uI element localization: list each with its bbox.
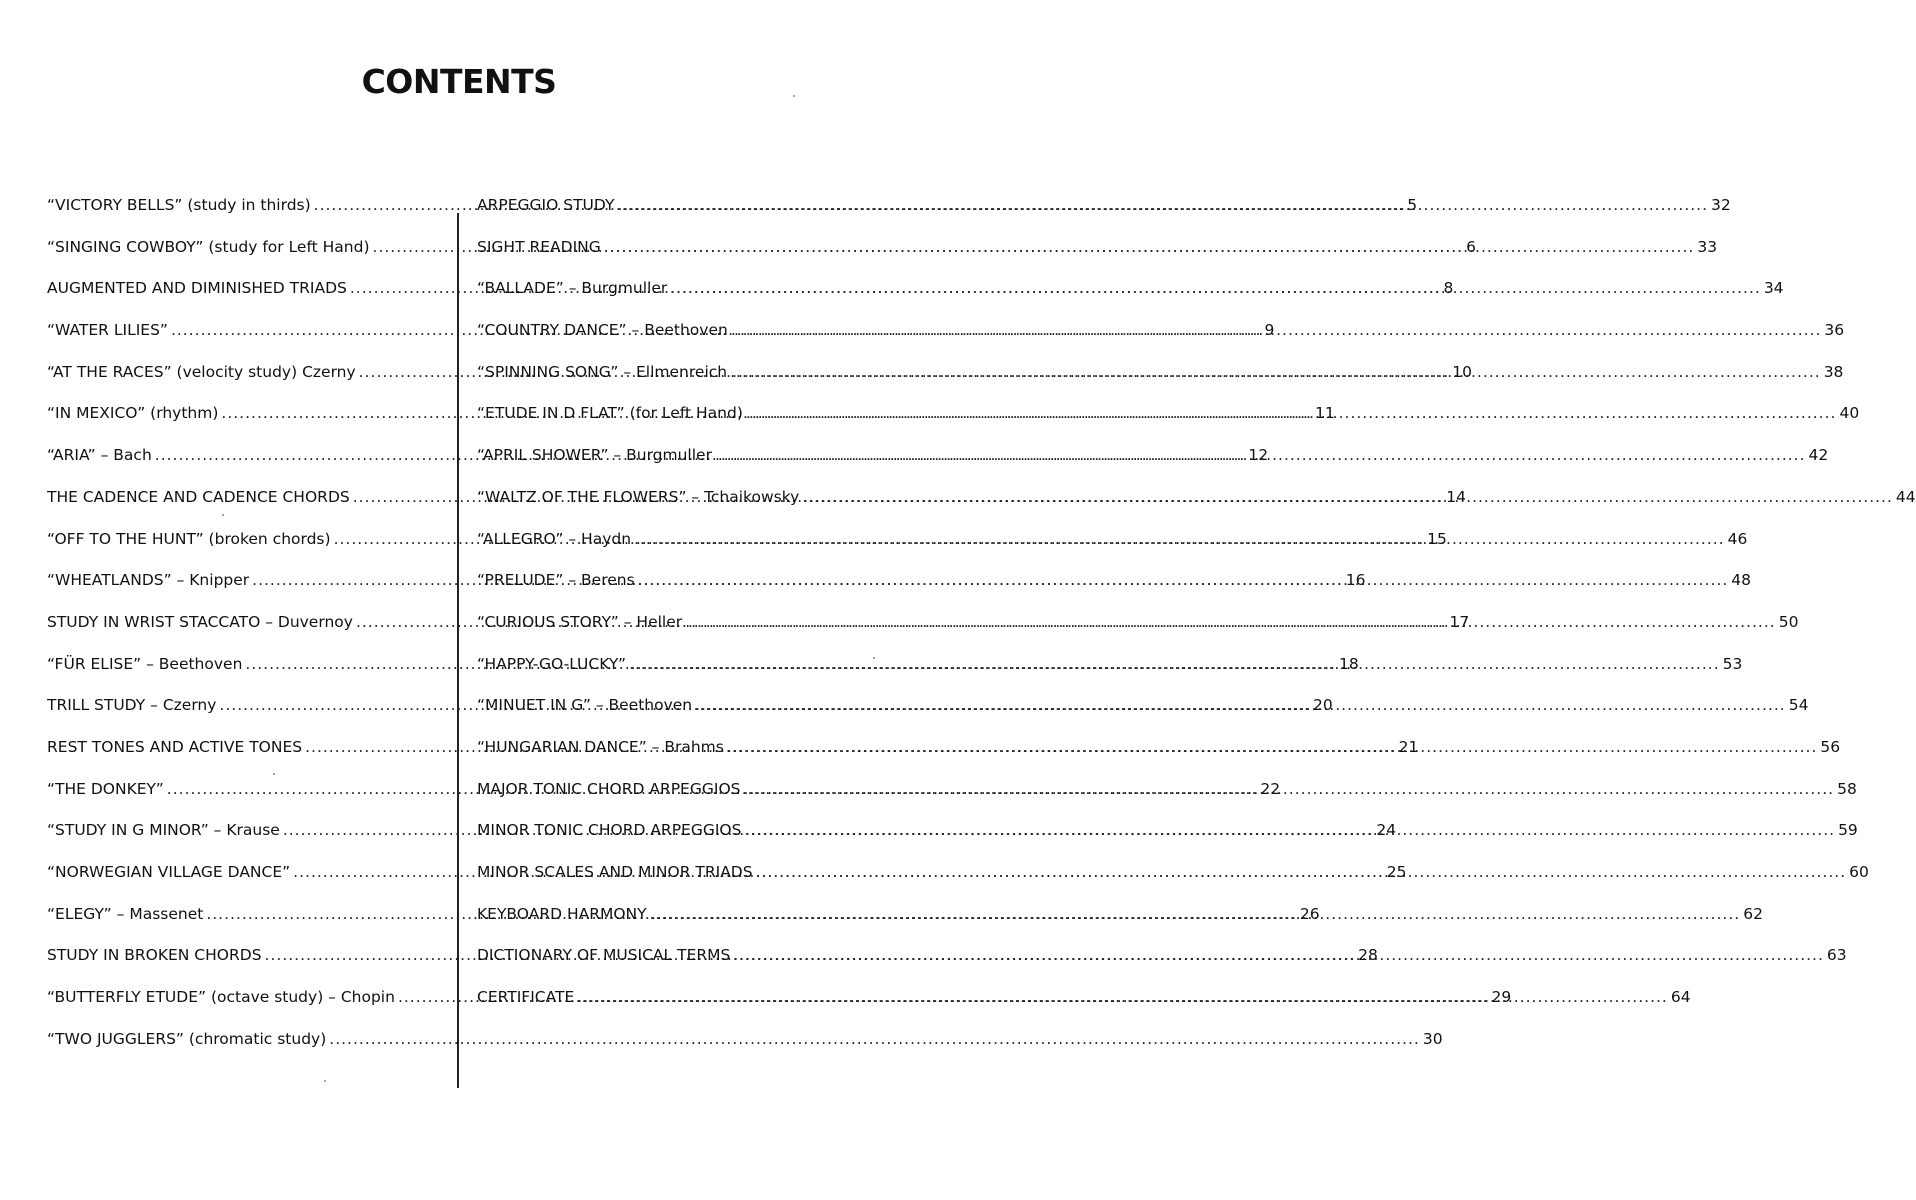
dot-leader: [577, 977, 1668, 1019]
toc-entry-title: “STUDY IN G MINOR” – Krause: [47, 821, 280, 840]
toc-entry-title: “TWO JUGGLERS” (chromatic study): [47, 1029, 327, 1048]
toc-entry-page-number: 14: [1446, 487, 1467, 506]
dot-leader: [733, 935, 1824, 977]
toc-entry-page-number: 33: [1697, 237, 1718, 256]
toc-entry-title: STUDY IN WRIST STACCATO – Duvernoy: [47, 612, 353, 631]
toc-entry-page-number: 5: [1407, 196, 1418, 214]
toc-entry-page-number: 25: [1386, 863, 1407, 881]
toc-entry-page-number: 28: [1358, 946, 1378, 965]
toc-entry-page-number: 30: [1422, 1029, 1443, 1048]
toc-entry-page-number: 22: [1260, 779, 1281, 798]
toc-entry: [477, 268, 1784, 310]
toc-entry-title: “MINUET IN G” – Beethoven: [477, 696, 693, 715]
toc-entry-title: CERTIFICATE: [477, 988, 575, 1007]
dot-leader: [629, 644, 1720, 686]
toc-entry-title: “SINGING COWBOY” (study for Left Hand): [47, 237, 370, 256]
toc-entry-page-number: 29: [1491, 988, 1512, 1007]
toc-entry-title: “VICTORY BELLS” (study in thirds): [47, 196, 311, 214]
toc-entry-title: “BALLADE” – Burgmuller: [477, 279, 668, 298]
paper-speck: [873, 657, 875, 659]
toc-entry-title: “PRELUDE” – Berens: [477, 571, 635, 590]
paper-speck: [273, 773, 275, 775]
toc-entry-page-number: 24: [1376, 821, 1397, 840]
toc-entry-page-number: 17: [1449, 612, 1470, 631]
toc-entry-title: REST TONES AND ACTIVE TONES: [47, 737, 303, 756]
toc-entry-page-number: 21: [1398, 737, 1419, 756]
dot-leader: [634, 519, 1725, 561]
dot-leader: [744, 810, 1835, 852]
dot-leader: [715, 435, 1806, 477]
toc-entry-title: “SPINNING SONG” – Ellmenreich: [477, 362, 728, 381]
toc-entry-page-number: 18: [1338, 654, 1359, 673]
paper-speck: [793, 95, 795, 97]
toc-entry-title: “ETUDE IN D FLAT” (for Left Hand): [477, 404, 743, 423]
toc-entry-title: “ALLEGRO” – Haydn: [477, 529, 632, 548]
toc-entry-page-number: 54: [1788, 696, 1809, 715]
toc-entry-title: “BUTTERFLY ETUDE” (octave study) – Chopin: [47, 988, 395, 1007]
toc-entry-page-number: 48: [1731, 571, 1751, 590]
toc-entry-title: SIGHT READING: [477, 237, 601, 256]
toc-entry-page-number: 16: [1345, 571, 1366, 590]
toc-entry-title: DICTIONARY OF MUSICAL TERMS: [477, 946, 731, 965]
dot-leader: [730, 352, 1821, 394]
dot-leader: [744, 769, 1835, 811]
toc-entry-title: AUGMENTED AND DIMINISHED TRIADS: [47, 279, 347, 298]
dot-leader: [695, 685, 1786, 727]
toc-entry-title: “IN MEXICO” (rhythm): [47, 404, 219, 423]
toc-entry-title: “FÜR ELISE” – Beethoven: [47, 654, 243, 673]
dot-leader: [746, 393, 1837, 435]
toc-entry-page-number: 63: [1826, 946, 1847, 965]
toc-entry-title: “ELEGY” – Massenet: [47, 904, 204, 923]
toc-entry-title: “OFF TO THE HUNT” (broken chords): [47, 529, 331, 548]
toc-entry-page-number: 32: [1711, 196, 1731, 214]
toc-entry-title: TRILL STUDY – Czerny: [47, 696, 217, 715]
toc-entry-page-number: 6: [1466, 237, 1476, 256]
toc-entry: [477, 185, 1731, 227]
toc-entry-page-number: 26: [1299, 904, 1320, 923]
page-title: CONTENTS: [361, 62, 557, 101]
toc-entry: [477, 310, 1845, 352]
toc-entry-page-number: 53: [1722, 654, 1743, 673]
paper-speck: [324, 1080, 326, 1082]
toc-entry-title: “NORWEGIAN VILLAGE DANCE”: [47, 863, 291, 881]
toc-entry-page-number: 20: [1313, 696, 1333, 715]
toc-entry: [477, 227, 1718, 269]
toc-entry-title: “COUNTRY DANCE” – Beethoven: [477, 321, 728, 340]
toc-entry-page-number: 11: [1314, 404, 1335, 423]
dot-leader: [756, 852, 1847, 894]
toc-entry-page-number: 38: [1823, 362, 1844, 381]
toc-entry-title: “ARIA” – Bach: [47, 446, 152, 465]
toc-entry-page-number: 64: [1670, 988, 1691, 1007]
dot-leader: [731, 310, 1822, 352]
toc-entry-title: KEYBOARD HARMONY: [477, 904, 647, 923]
toc-entry-title: “CURIOUS STORY” – Heller: [477, 612, 683, 631]
dot-leader: [638, 560, 1729, 602]
dot-leader: [650, 894, 1741, 936]
dot-leader: [802, 477, 1893, 519]
toc-entry-title: “WATER LILIES”: [47, 321, 168, 340]
toc-entry-page-number: 12: [1248, 446, 1269, 465]
toc-entry-title: “WALTZ OF THE FLOWERS” – Tchaikowsky: [477, 487, 800, 506]
toc-entry-title: ARPEGGIO STUDY: [477, 196, 615, 214]
dot-leader: [617, 185, 1708, 227]
dot-leader: [329, 1019, 1420, 1061]
toc-entry-title: MINOR SCALES AND MINOR TRIADS: [477, 863, 753, 881]
toc-entry-title: “WHEATLANDS” – Knipper: [47, 571, 250, 590]
toc-entry-page-number: 50: [1778, 612, 1799, 631]
dot-leader: [670, 268, 1761, 310]
toc-entry-page-number: 15: [1427, 529, 1447, 548]
toc-entry-title: MAJOR TONIC CHORD ARPEGGIOS: [477, 779, 741, 798]
toc-entry-title: “HAPPY-GO-LUCKY”: [477, 654, 627, 673]
toc-entry-title: “THE DONKEY”: [47, 779, 164, 798]
toc-entry-page-number: 40: [1839, 404, 1860, 423]
column-divider: [457, 213, 459, 1088]
toc-entry-page-number: 56: [1820, 737, 1841, 756]
toc-entry-title: “AT THE RACES” (velocity study) Czerny: [47, 362, 356, 381]
toc-entry-title: “HUNGARIAN DANCE” – Brahms: [477, 737, 724, 756]
toc-entry-page-number: 42: [1808, 446, 1829, 465]
toc-entry-page-number: 59: [1838, 821, 1858, 840]
paper-speck: [222, 514, 224, 516]
toc-entry-page-number: 46: [1727, 529, 1748, 548]
toc-entry-page-number: 34: [1763, 279, 1784, 298]
toc-entry-page-number: 8: [1443, 279, 1454, 298]
toc-entry-page-number: 10: [1452, 362, 1472, 381]
toc-entry-title: THE CADENCE AND CADENCE CHORDS: [47, 487, 350, 506]
toc-entry-page-number: 9: [1264, 321, 1275, 340]
toc-entry-page-number: 58: [1837, 779, 1857, 798]
toc-entry: [47, 1019, 1443, 1061]
toc-entry-page-number: 60: [1849, 863, 1869, 881]
dot-leader: [685, 602, 1776, 644]
toc-entry-title: “APRIL SHOWER” – Burgmuller: [477, 446, 712, 465]
toc-entry-title: STUDY IN BROKEN CHORDS: [47, 946, 262, 965]
toc-entry-title: MINOR TONIC CHORD ARPEGGIOS: [477, 821, 742, 840]
toc-entry-page-number: 36: [1824, 321, 1845, 340]
dot-leader: [604, 227, 1695, 269]
toc-entry-page-number: 44: [1895, 487, 1916, 506]
dot-leader: [727, 727, 1818, 769]
toc-entry-page-number: 62: [1743, 904, 1763, 923]
